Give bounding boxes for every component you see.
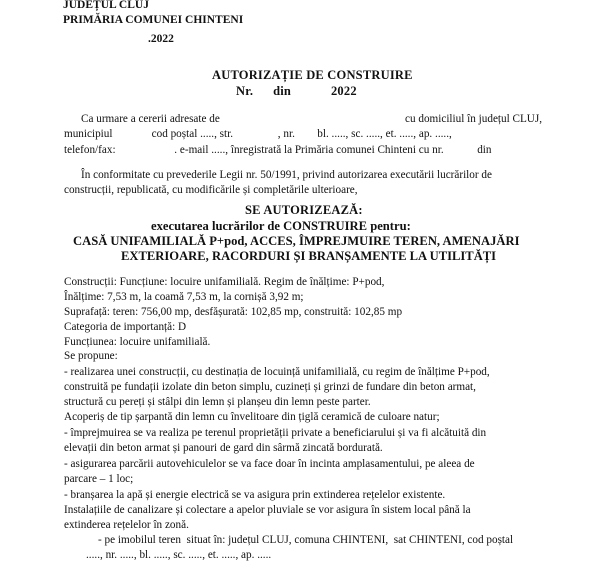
roof-description: Acoperiș de tip șarpantă din lemn cu învelitoare din țiglă ceramică de culoare natur; xyxy=(64,411,440,423)
office-header: PRIMĂRIA COMUNEI CHINTENI xyxy=(63,14,244,26)
intro-text-2: municipiul cod poștal ....., str. , nr. bl. ....., sc. ....., et. ....., ap. ....., xyxy=(64,128,452,140)
construction-area: Suprafață: teren: 756,00 mp, desfășurată: 102,85 mp, construită: 102,85 mp xyxy=(64,306,403,318)
importance-category: Categoria de importanță: D xyxy=(64,321,187,333)
proposal-item-3a: - asigurarea parcării autovehiculelor se va face doar în incinta amplasamentului, pe aleea de xyxy=(64,458,475,470)
intro-text-3: telefon/fax: . e-mail ....., înregistrată la Primăria comunei Chinteni cu nr. din xyxy=(64,144,492,156)
year-reference: .2022 xyxy=(148,33,174,45)
location-line-2: ....., nr. ....., bl. ....., sc. ....., et. ....., ap. ..... xyxy=(86,549,272,561)
legal-basis-1: În conformitate cu prevederile Legii nr. 50/1991, privind autorizarea executării lucrărilor de xyxy=(81,169,492,181)
legal-basis-2: construcții, republicată, cu modificările și completările ulterioare, xyxy=(64,184,358,196)
document-number-line: Nr. din 2022 xyxy=(236,84,357,98)
proposal-item-4c: extinderea rețelelor în zonă. xyxy=(64,519,189,531)
proposal-item-4b: Instalațiile de canalizare și colectare a apelor pluviale se vor asigura în sistem local până la xyxy=(64,504,471,516)
county-header: JUDEȚUL CLUJ xyxy=(63,0,149,11)
intro-text-1a: Ca urmare a cererii adresate de xyxy=(81,113,220,125)
authorization-subheading: executarea lucrărilor de CONSTRUIRE pentru: xyxy=(151,219,411,233)
proposal-item-2a: - împrejmuirea se va realiza pe terenul proprietății private a beneficiarului și va fi alcătuită din xyxy=(64,427,487,439)
construction-function: Construcții: Funcțiune: locuire unifamilială. Regim de înălțime: P+pod, xyxy=(64,276,385,288)
intro-text-1b: cu domiciliul în județul CLUJ, xyxy=(405,113,543,125)
document-title: AUTORIZAȚIE DE CONSTRUIRE xyxy=(212,68,413,82)
object-line-1: CASĂ UNIFAMILIALĂ P+pod, ACCES, ÎMPREJMUIRE TEREN, AMENAJĂRI xyxy=(73,234,520,248)
location-line-1: - pe imobilul teren situat în: județul CLUJ, comuna CHINTENI, sat CHINTENI, cod poștal xyxy=(98,534,514,546)
proposal-item-2b: elevații din beton armat și panouri de gard din sârmă zincată bordurată. xyxy=(64,442,383,454)
function-line: Funcțiunea: locuire unifamilială. xyxy=(64,336,211,348)
proposal-item-1c: structură cu pereți și stâlpi din lemn și planșeu din lemn peste parter. xyxy=(64,396,371,408)
authorization-heading: SE AUTORIZEAZĂ: xyxy=(245,203,363,217)
proposal-item-4a: - branșarea la apă și energie electrică se va asigura prin extinderea rețelelor existente. xyxy=(64,489,446,501)
object-line-2: EXTERIOARE, RACORDURI ȘI BRANȘAMENTE LA UTILITĂȚI xyxy=(121,249,497,263)
proposal-label: Se propune: xyxy=(64,350,118,362)
proposal-item-3b: parcare – 1 loc; xyxy=(64,473,134,485)
construction-height: Înălțime: 7,53 m, la coamă 7,53 m, la cornișă 3,92 m; xyxy=(64,291,304,303)
proposal-item-1a: - realizarea unei construcții, cu destinația de locuință unifamilială, cu regim de înălțime P+pod, xyxy=(64,366,490,378)
proposal-item-1b: construită pe fundații izolate din beton simplu, cuzineți și grinzi de fundare din beton armat, xyxy=(64,381,476,393)
